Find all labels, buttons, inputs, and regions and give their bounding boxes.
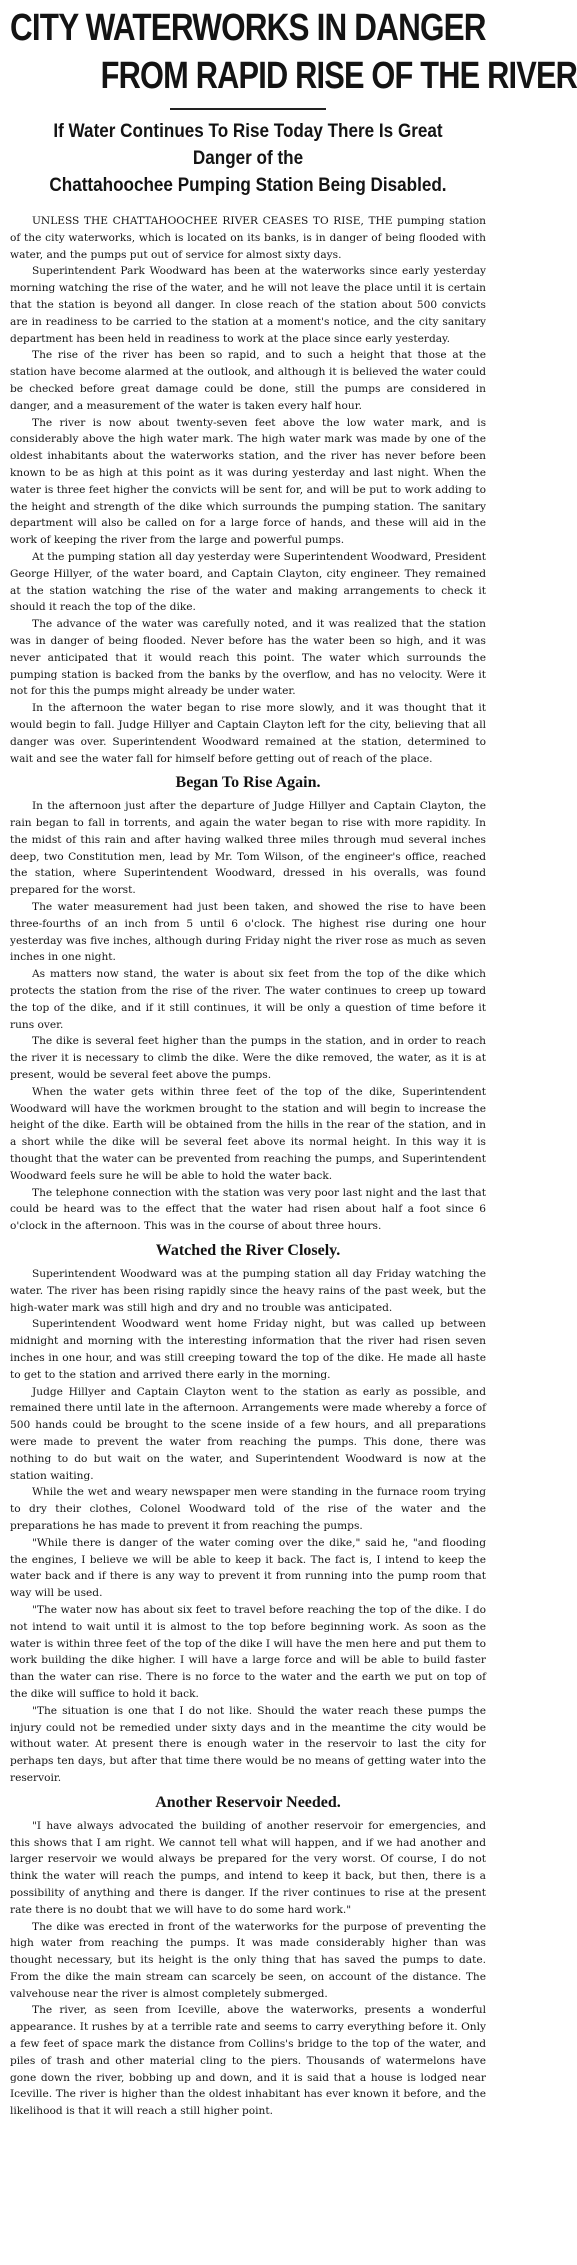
article-paragraph: "The situation is one that I do not like. Should the water reach these pumps the injury could not be remedied under sixty days and in the meantime the city would be without water. At present there is enough water in the reservoir to last the city for perhaps ten days, but after that time there would be no means of getting water into the reservoir. — [10, 1704, 486, 1784]
article-paragraph: The telephone connection with the station was very poor last night and the last that could be heard was to the effect that the water had risen about half a foot since 6 o'clock in the afternoon. This was in the course of about three hours. — [10, 1186, 486, 1233]
article-body — [10, 213, 486, 2120]
headline-rule — [170, 108, 326, 110]
article-paragraph: In the afternoon the water began to rise more slowly, and it was thought that it would begin to fall. Judge Hillyer and Captain Clayton left for the city, believing that all danger was over. Superintendent Woodward remained at the station, determined to wait and see the water fall for himself before getting out of reach of the place. — [10, 702, 486, 765]
subheadline-line-1: If Water Continues To Rise Today There Is Great Danger of the — [53, 121, 443, 169]
article-paragraph: The rise of the river has been so rapid, and to such a height that those at the station have become alarmed at the outlook, and although it is believed the water could be checked before great damage could be done, still the pumps are considered in danger, and a measurement of the water is taken every half hour. — [10, 349, 486, 412]
article-paragraph: The water measurement had just been taken, and showed the rise to have been three-fourths of an inch from 5 until 6 o'clock. The highest rise during one hour yesterday was five inches, although during Friday night the river rose as much as seven inches in one night. — [10, 901, 486, 964]
article-paragraph: Superintendent Park Woodward has been at the waterworks since early yesterday morning watching the rise of the water, and he will not leave the place until it is certain that the station is beyond all danger. In close reach of the station about 500 convicts are in readiness to be carried to the station at a moment's notice, and the city sanitary department has been held in readiness to work at the place since early yesterday. — [10, 265, 486, 345]
article-paragraph: "The water now has about six feet to travel before reaching the top of the dike. I do not intend to wait until it is almost to the top before beginning work. As soon as the water is within three feet of the top of the dike I will have the men here and put them to work building the dike higher. I will have a large force and will be able to build faster than the water can rise. There is no force to the water and the earth we put on top of the dike will suffice to hold it back. — [10, 1603, 486, 1700]
subheadline-line-2: Chattahoochee Pumping Station Being Disabled. — [49, 175, 447, 196]
article-paragraph: The river, as seen from Iceville, above the waterworks, presents a wonderful appearance. It rushes by at a terrible rate and seems to carry everything before it. Only a few feet of space mark the distance from Collins's bridge to the top of the water, and piles of trash and other material cling to the piers. Thousands of watermelons have gone down the river, bobbing up and down, and it is said that a house is lodged near Iceville. The river is higher than the oldest inhabitant has ever known it before, and the likelihood is that it will reach a still higher point. — [10, 2004, 486, 2118]
article-paragraph: In the afternoon just after the departure of Judge Hillyer and Captain Clayton, the rain began to fall in torrents, and again the water began to rise with more rapidity. In the midst of this rain and after having walked three miles through mud several inches deep, two Constitution men, lead by Mr. Tom Wilson, of the engineer's office, reached the station, where Superintendent Woodward, dressed in his overalls, was found prepared for the worst. — [10, 800, 486, 897]
section-subhead: Watched the River Closely. — [155, 1242, 341, 1260]
article-paragraph: "While there is danger of the water coming over the dike," said he, "and flooding the engines, I believe we will be able to keep it back. The fact is, I intend to keep the water back and if there is any way to prevent it from running into the pump room that way will be used. — [10, 1536, 486, 1600]
article-paragraph: Superintendent Woodward went home Friday night, but was called up between midnight and morning with the interesting information that the river had risen seven inches in one hour, and was still creeping toward the top of the dike. He made all haste to get to the station and arrived there early in the morning. — [10, 1318, 486, 1381]
section-subhead: Another Reservoir Needed. — [155, 1793, 341, 1811]
article-paragraph: At the pumping station all day yesterday were Superintendent Woodward, President George Hillyer, of the water board, and Captain Clayton, city engineer. They remained at the station watching the rise of the water and making arrangements to check it should it reach the top of the dike. — [10, 550, 486, 614]
headline-line-2: FROM RAPID RISE OF THE RIVER — [100, 55, 577, 97]
article-paragraph: Superintendent Woodward was at the pumping station all day Friday watching the water. The river has been rising rapidly since the heavy rains of the past week, but the high-water mark was still high and dry and no trouble was anticipated. — [10, 1268, 486, 1314]
article-paragraph: The dike is several feet higher than the pumps in the station, and in order to reach the river it is necessary to climb the dike. Were the dike removed, the water, as it is at present, would be several feet above the pumps. — [10, 1035, 486, 1082]
section-subhead: Began To Rise Again. — [175, 774, 321, 792]
subheadline — [34, 118, 462, 199]
article-paragraph: UNLESS THE CHATTAHOOCHEE RIVER CEASES TO RISE, THE pumping station of the city waterworks, which is located on its banks, is in danger of being flooded with water, and the pumps put out of service for almost sixty days. — [10, 215, 486, 261]
article-paragraph: The dike was erected in front of the waterworks for the purpose of preventing the high water from reaching the pumps. It was made considerably higher than was thought necessary, but its height is the only thing that has saved the pumps to date. From the dike the main stream can scarcely be seen, on account of the distance. The valvehouse near the river is almost completely submerged. — [10, 1920, 486, 2000]
article-paragraph: The river is now about twenty-seven feet above the low water mark, and is considerably above the high water mark. The high water mark was made by one of the oldest inhabitants about the waterworks station, and the river has never before been known to be as high at this point as it was during yesterday and last night. When the water is three feet higher the convicts will be sent for, and will be put to work adding to the height and strength of the dike which surrounds the pumping station. The sanitary department will also be called on for a large force of hands, and these will aid in the work of keeping the river from the large and powerful pumps. — [10, 416, 486, 547]
headline-line-1: CITY WATERWORKS IN DANGER — [10, 7, 486, 49]
article-paragraph: "I have always advocated the building of another reservoir for emergencies, and this shows that I am right. We cannot tell what will happen, and if we had another and larger reservoir we would always be prepared for the very worst. Of course, I do not think the water will reach the pumps, and intend to keep it back, but then, there is a possibility of anything and there is danger. If the river continues to rise at the present rate there is no doubt that we will have to do some hard work." — [10, 1819, 486, 1916]
article-paragraph: The advance of the water was carefully noted, and it was realized that the station was in danger of being flooded. Never before has the water been so high, and it was never anticipated that it would reach this point. The water which surrounds the pumping station is backed from the banks by the overflow, and has no velocity. Were it not for this the pumps might already be under water. — [10, 618, 486, 698]
article-paragraph: As matters now stand, the water is about six feet from the top of the dike which protects the station from the rise of the river. The water continues to creep up toward the top of the dike, and if it still continues, it will be only a question of time before it runs over. — [10, 968, 486, 1031]
article-paragraph: When the water gets within three feet of the top of the dike, Superintendent Woodward will have the workmen brought to the station and will begin to increase the height of the dike. Earth will be obtained from the hills in the rear of the station, and in a short while the dike will be several feet above its normal height. In this way it is thought that the water can be prevented from reaching the pumps, and Superintendent Woodward feels sure he will be able to hold the water back. — [10, 1085, 486, 1182]
article-paragraph: While the wet and weary newspaper men were standing in the furnace room trying to dry their clothes, Colonel Woodward told of the rise of the water and the preparations he has made to prevent it from reaching the pumps. — [10, 1486, 486, 1532]
article-paragraph: Judge Hillyer and Captain Clayton went to the station as early as possible, and remained there until late in the afternoon. Arrangements were made whereby a force of 500 hands could be brought to the scene inside of a few hours, and all preparations were made to prevent the water from reaching the pumps. This done, there was nothing to do but wait on the water, and Superintendent Woodward is now at the station waiting. — [10, 1385, 486, 1482]
